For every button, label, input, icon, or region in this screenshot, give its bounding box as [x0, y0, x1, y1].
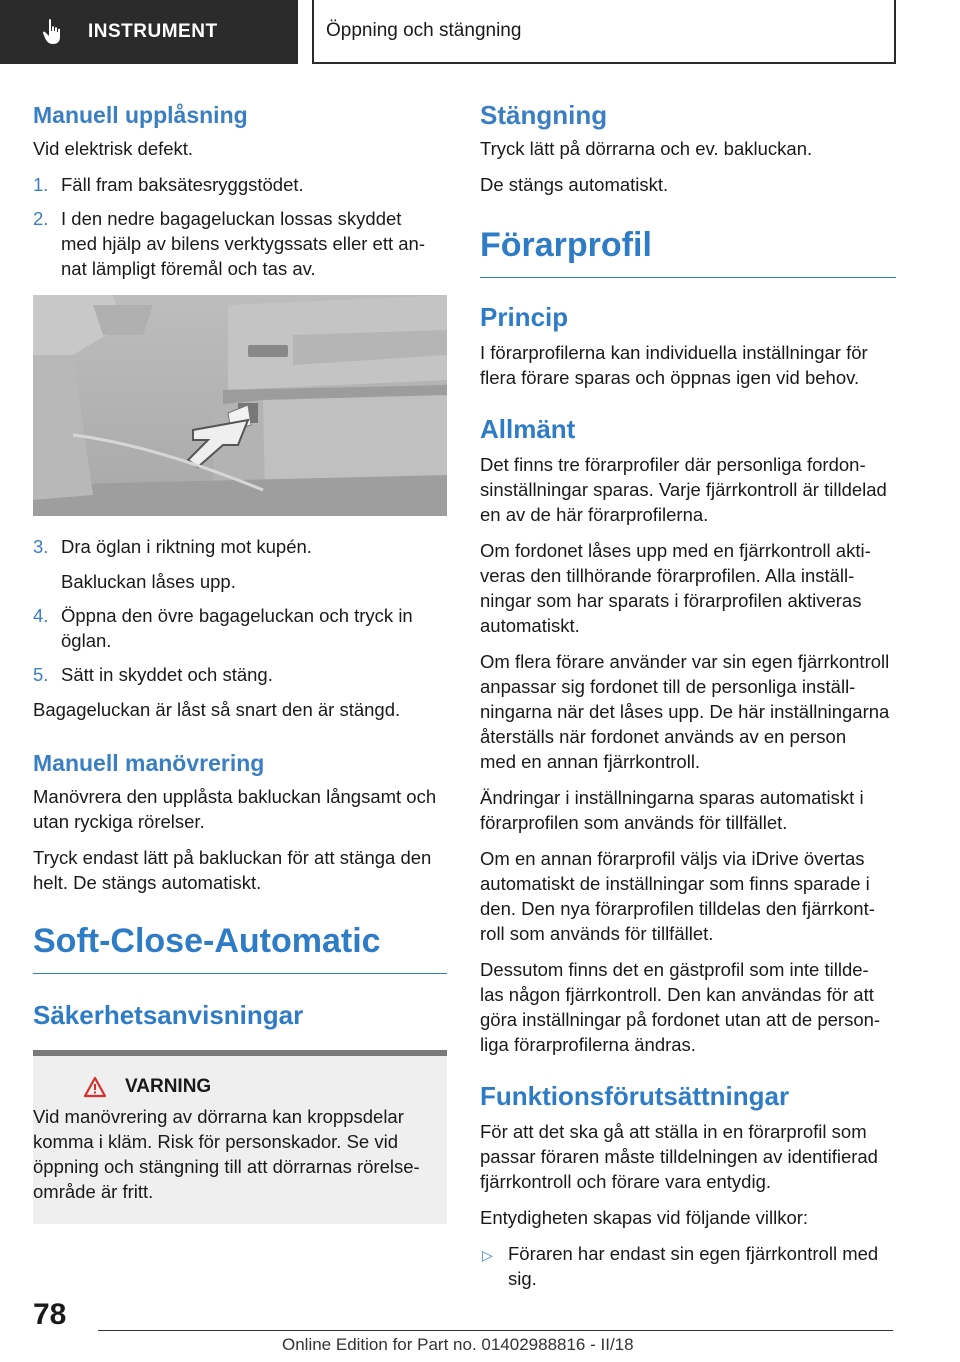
paragraph: Manövrera den upplåsta bakluckan långsamt och utan ryckiga rörelser.: [33, 786, 437, 832]
heading-allmant: Allmänt: [480, 414, 576, 444]
list-item: 2. I den nedre bagageluckan lossas skyddet med hjälp av bilens verktygssats eller ett an‐ nat lämpligt föremål och tas av.: [33, 208, 426, 279]
triangle-bullet-icon: ▷: [482, 1247, 493, 1263]
heading-stangning: Stängning: [480, 100, 608, 130]
paragraph: Om en annan förarprofil väljs via iDrive övertas automatiskt de inställningar som finns sparade i den. Den nya förarprofilen tilldelas den fjärrkont‐ roll som används för tillfället.: [480, 848, 875, 944]
steps-list-c: [33, 603, 447, 687]
heading-manuell-upplasning: Manuell upplåsning: [33, 102, 248, 128]
list-item: 1. Fäll fram baksätesryggstödet.: [33, 174, 304, 195]
paragraph: Ändringar i inställningarna sparas automatiskt i förarprofilen som används för tillfället.: [480, 787, 864, 833]
divider: [33, 973, 447, 974]
section-tab: [0, 0, 298, 64]
paragraph: Tryck endast lätt på bakluckan för att stänga den helt. De stängs automatiskt.: [33, 847, 432, 893]
hand-pointer-icon: [40, 17, 70, 47]
paragraph: De stängs automatiskt.: [480, 174, 669, 195]
paragraph: Tryck lätt på dörrarna och ev. bakluckan.: [480, 138, 813, 159]
conditions-list: [480, 1241, 896, 1291]
paragraph: Om fordonet låses upp med en fjärrkontroll akti‐ veras den tillhörande förarprofilen. Alla inställ‐ ningar som har sparats i förarprofilen aktiveras automatiskt.: [480, 540, 871, 636]
warning-text: Vid manövrering av dörrarna kan kroppsdelar komma i kläm. Risk för personskador. Se vid öppning och stängning till att dörrarnas rörelse‐ område är fritt.: [33, 1106, 420, 1202]
page-number: 78: [33, 1298, 67, 1331]
heading-sakerhetsanvisningar: Säkerhetsanvisningar: [33, 1000, 304, 1030]
paragraph: Dessutom finns det en gästprofil som inte tillde‐ las någon fjärrkontroll. Den kan användas för att göra inställningar på fordonet utan att de person‐ liga förarprofilerna ändras.: [480, 959, 881, 1055]
steps-list-a: [33, 172, 447, 281]
paragraph: I förarprofilerna kan individuella inställningar för flera förare sparas och öppnas igen vid behov.: [480, 342, 868, 388]
warning-box: [33, 1050, 447, 1224]
paragraph: Det finns tre förarprofiler där personliga fordon‐ sinställningar sparas. Varje fjärrkontroll är tilldelad en av de här förarprofilerna.: [480, 454, 887, 525]
paragraph: Entydigheten skapas vid följande villkor:: [480, 1207, 809, 1228]
paragraph: Om flera förare använder var sin egen fjärrkontroll anpassar sig fordonet till de personliga inställ‐ ningarna när det låses upp. De här inställningarna återställs när fordonet används av en person med en annan fjärrkontroll.: [480, 651, 890, 772]
locked-note: Bagageluckan är låst så snart den är stängd.: [33, 699, 401, 720]
divider: [480, 277, 896, 278]
list-item: 5. Sätt in skyddet och stäng.: [33, 664, 273, 685]
intro-text: Vid elektrisk defekt.: [33, 138, 194, 159]
heading-forarprofil: Förarprofil: [480, 226, 652, 264]
trunk-illustration: [33, 295, 447, 516]
chapter-header: [312, 0, 896, 64]
heading-princip: Princip: [480, 302, 569, 332]
warning-triangle-icon: [83, 1076, 107, 1098]
list-item: ▷ Föraren har endast sin egen fjärrkontroll med sig.: [482, 1243, 879, 1289]
left-column: [33, 100, 447, 1224]
heading-soft-close: Soft-Close-Automatic: [33, 922, 381, 960]
right-column: [480, 100, 896, 1291]
list-item: 4. Öppna den övre bagageluckan och tryck in öglan.: [33, 605, 413, 651]
section-label: INSTRUMENT: [88, 21, 218, 42]
warning-title: VARNING: [125, 1076, 212, 1097]
heading-funktionsforutsattningar: Funktionsförutsättningar: [480, 1081, 790, 1111]
warning-header: [83, 1076, 435, 1098]
chapter-title: Öppning och stängning: [326, 20, 522, 41]
paragraph: För att det ska gå att ställa in en förarprofil som passar föraren måste tilldelningen av identifierad fjärrkontroll och förare vara entydig.: [480, 1121, 878, 1192]
heading-manuell-manovrering: Manuell manövrering: [33, 750, 265, 776]
step-3-result: Bakluckan låses upp.: [61, 571, 236, 592]
list-item: 3. Dra öglan i riktning mot kupén.: [33, 536, 312, 557]
edition-text: Online Edition for Part no. 01402988816 - II/18: [282, 1335, 634, 1354]
footer-divider: [98, 1330, 893, 1331]
steps-list-b: [33, 534, 447, 559]
